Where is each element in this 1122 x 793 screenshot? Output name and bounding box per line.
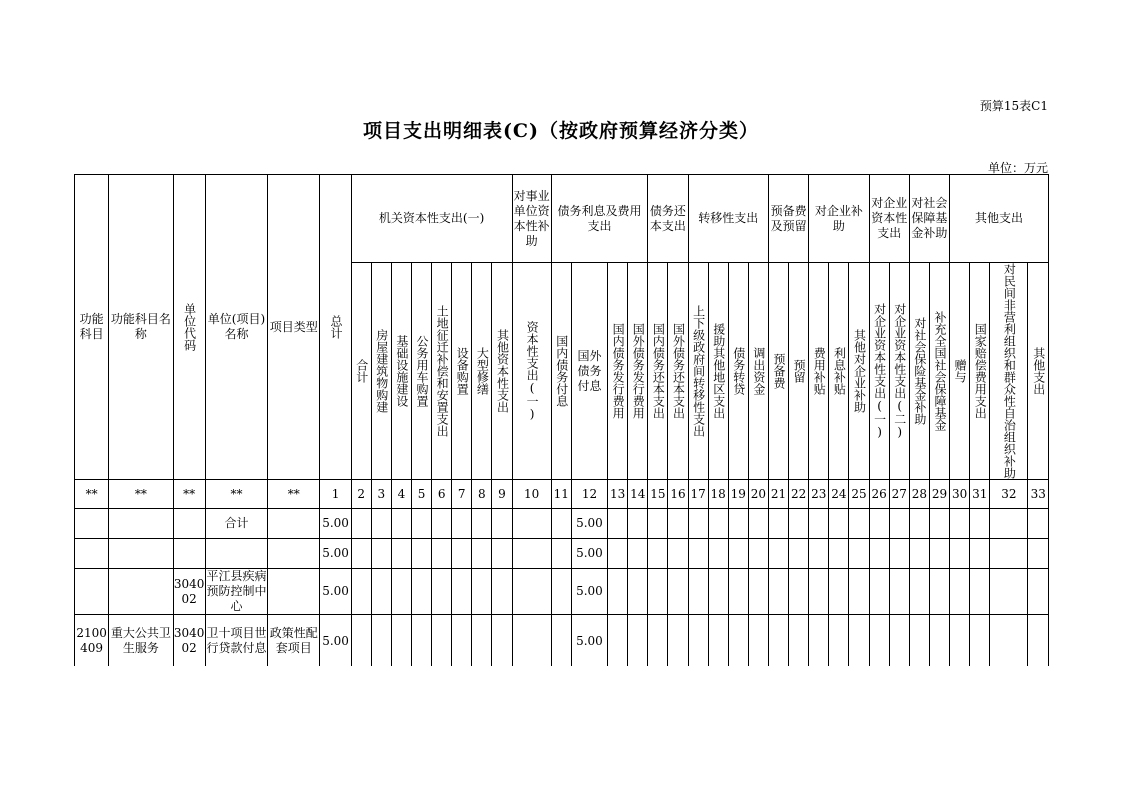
marker-num: 19 [728,480,748,509]
report-code: 预算15表C1 [979,99,1048,113]
cell-c12: 5.00 [571,615,607,667]
cell-unitname: 卫十项目世行贷款付息 [205,615,267,667]
cell-unitname: 合计 [205,509,267,539]
marker-row [75,480,1049,509]
marker-num: 12 [571,480,607,509]
marker-star: ** [75,480,109,509]
table-row [75,569,1049,615]
marker-num: 30 [950,480,970,509]
marker-num: 25 [849,480,869,509]
col-type: 项目类型 [268,175,320,480]
cell-unitcode: 304002 [173,615,205,667]
col-29: 补充全国社会保障基金 [929,263,949,480]
budget-table-wrapper [74,174,1049,666]
col-2: 合计 [351,263,371,480]
cell-func [75,569,109,615]
cell-c12: 5.00 [571,509,607,539]
cell-func: 2100409 [75,615,109,667]
col-6: 土地征迁补偿和安置支出 [432,263,452,480]
cell-total: 5.00 [320,615,351,667]
col-unitcode: 单位代码 [173,175,205,480]
table-row [75,615,1049,667]
marker-num: 13 [608,480,628,509]
cell-unitcode [173,539,205,569]
marker-num: 26 [869,480,889,509]
col-33: 其他支出 [1028,263,1049,480]
col-15: 国内债务还本支出 [648,263,668,480]
group-capital-1: 机关资本性支出(一) [351,175,512,263]
cell-c12: 5.00 [571,569,607,615]
col-17: 上下级政府间转移性支出 [688,263,708,480]
marker-num: 9 [492,480,512,509]
marker-num: 6 [432,480,452,509]
cell-c12: 5.00 [571,539,607,569]
budget-table [74,174,1049,666]
cell-funcname [109,569,173,615]
col-14: 国外债务发行费用 [628,263,648,480]
col-32: 对民间非营利组织和群众性自治组织补助 [990,263,1028,480]
col-18: 援助其他地区支出 [708,263,728,480]
marker-num: 23 [809,480,829,509]
col-13: 国内债务发行费用 [608,263,628,480]
marker-num: 14 [628,480,648,509]
cell-func [75,509,109,539]
cell-type [268,569,320,615]
marker-num: 33 [1028,480,1049,509]
col-31: 国家赔偿费用支出 [970,263,990,480]
marker-num: 28 [909,480,929,509]
marker-num: 20 [748,480,768,509]
col-unitname: 单位(项目)名称 [205,175,267,480]
col-26: 对企业资本性支出(一) [869,263,889,480]
col-30: 赠与 [950,263,970,480]
cell-unitcode [173,509,205,539]
marker-num: 18 [708,480,728,509]
col-8: 大型修缮 [472,263,492,480]
col-23: 费用补贴 [809,263,829,480]
marker-star: ** [268,480,320,509]
cell-func [75,539,109,569]
group-enterprise-capital: 对企业资本性支出 [869,175,909,263]
cell-type [268,539,320,569]
marker-num: 21 [768,480,788,509]
col-24: 利息补贴 [829,263,849,480]
marker-num: 8 [472,480,492,509]
page-title: 项目支出明细表(C)（按政府预算经济分类） [362,120,760,142]
marker-num: 27 [889,480,909,509]
group-social-security: 对社会保障基金补助 [909,175,949,263]
col-16: 国外债务还本支出 [668,263,688,480]
marker-num: 7 [452,480,472,509]
marker-num: 32 [990,480,1028,509]
col-27: 对企业资本性支出(二) [889,263,909,480]
unit-label: 单位：万元 [987,161,1048,175]
cell-type: 政策性配套项目 [268,615,320,667]
cell-total: 5.00 [320,539,351,569]
group-inst-subsidy: 对事业单位资本性补助 [512,175,551,263]
marker-num: 29 [929,480,949,509]
marker-num: 22 [789,480,809,509]
marker-num: 10 [512,480,551,509]
marker-num: 15 [648,480,668,509]
group-transfer: 转移性支出 [688,175,768,263]
col-9: 其他资本性支出 [492,263,512,480]
cell-unitname [205,539,267,569]
marker-num: 16 [668,480,688,509]
col-5: 公务用车购置 [411,263,431,480]
col-25: 其他对企业补助 [849,263,869,480]
cell-unitname: 平江县疾病预防控制中心 [206,569,267,613]
marker-num: 1 [320,480,351,509]
marker-num: 3 [371,480,391,509]
group-debt-principal: 债务还本支出 [648,175,688,263]
cell-unitcode: 304002 [173,569,205,615]
col-7: 设备购置 [452,263,472,480]
col-28: 对社会保险基金补助 [909,263,929,480]
marker-num: 11 [551,480,571,509]
marker-star: ** [205,480,267,509]
header-row-groups [75,175,1049,263]
table-row [75,509,1049,539]
cell-funcname: 重大公共卫生服务 [109,615,173,667]
col-21: 预备费 [768,263,788,480]
marker-star: ** [173,480,205,509]
table-row [75,539,1049,569]
col-22: 预留 [789,263,809,480]
marker-num: 2 [351,480,371,509]
col-4: 基础设施建设 [391,263,411,480]
col-11: 国内债务付息 [551,263,571,480]
marker-num: 31 [970,480,990,509]
cell-total: 5.00 [320,509,351,539]
marker-num: 4 [391,480,411,509]
group-debt-interest: 债务利息及费用支出 [551,175,648,263]
col-func: 功能科目 [75,175,109,480]
cell-total: 5.00 [320,569,351,615]
group-other: 其他支出 [950,175,1049,263]
cell-type [268,509,320,539]
cell-funcname [109,509,173,539]
col-19: 债务转贷 [728,263,748,480]
marker-num: 5 [411,480,431,509]
marker-num: 24 [829,480,849,509]
cell-funcname [109,539,173,569]
col-10: 资本性支出(一) [512,263,551,480]
col-3: 房屋建筑物购建 [371,263,391,480]
col-funcname: 功能科目名称 [109,175,173,480]
marker-num: 17 [688,480,708,509]
group-enterprise-subsidy: 对企业补助 [809,175,869,263]
col-total: 总计 [320,175,351,480]
col-20: 调出资金 [748,263,768,480]
col-12: 国外债务付息 [571,263,607,480]
marker-star: ** [109,480,173,509]
group-reserve: 预备费及预留 [768,175,808,263]
